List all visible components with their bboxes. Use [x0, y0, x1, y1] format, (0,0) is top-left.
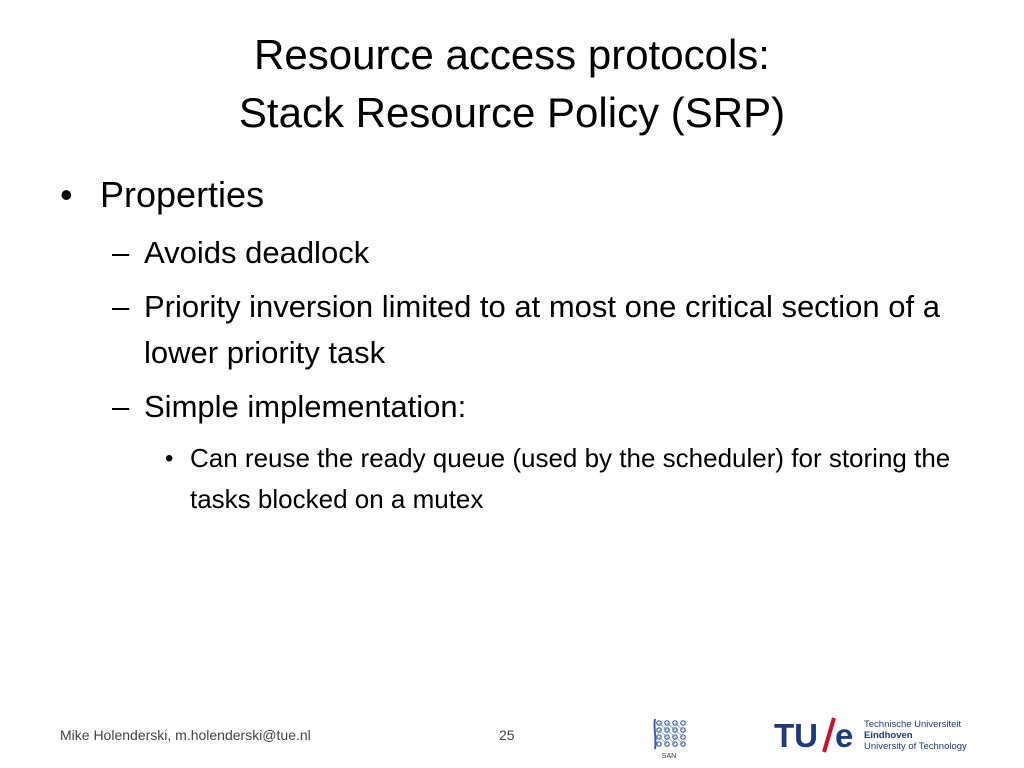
slide-content: [60, 172, 960, 520]
dash-glyph: –: [112, 289, 130, 324]
bullet-properties: [60, 172, 960, 218]
footer-author: Mike Holenderski, m.holenderski@tue.nl: [60, 727, 311, 743]
bullet-simple-implementation-text: Simple implementation:: [144, 389, 467, 424]
bullet-properties-text: Properties: [100, 174, 265, 215]
footer-page-number: 25: [499, 727, 515, 743]
bullet-glyph: •: [165, 445, 174, 472]
slide-title: [0, 26, 1024, 142]
svg-text:TU: TU: [774, 717, 818, 754]
san-logo-icon: [651, 717, 687, 761]
svg-text:e: e: [835, 717, 854, 754]
tue-line-3: University of Technology: [864, 741, 967, 752]
tue-line-2: Eindhoven: [864, 730, 913, 741]
dash-glyph: –: [112, 389, 130, 424]
tue-wordmark: [864, 719, 967, 752]
bullet-reuse-ready-queue-text: Can reuse the ready queue (used by the scheduler) for storing the tasks blocked on a mutex: [190, 443, 951, 514]
dash-glyph: –: [112, 235, 130, 270]
bullet-glyph: •: [60, 174, 73, 215]
bullet-avoids-deadlock-text: Avoids deadlock: [144, 235, 370, 270]
tue-logo-icon: [774, 716, 860, 754]
title-line-2: Stack Resource Policy (SRP): [238, 89, 786, 136]
title-line-1: Resource access protocols:: [254, 31, 770, 78]
bullet-avoids-deadlock: [60, 230, 960, 276]
san-logo-text: SAN: [661, 753, 677, 760]
bullet-reuse-ready-queue: [60, 438, 960, 520]
bullet-priority-inversion: [60, 284, 960, 376]
tue-line-1: Technische Universiteit: [864, 719, 962, 730]
bullet-simple-implementation: [60, 384, 960, 430]
bullet-priority-inversion-text: Priority inversion limited to at most one critical section of a lower priority task: [144, 289, 940, 370]
